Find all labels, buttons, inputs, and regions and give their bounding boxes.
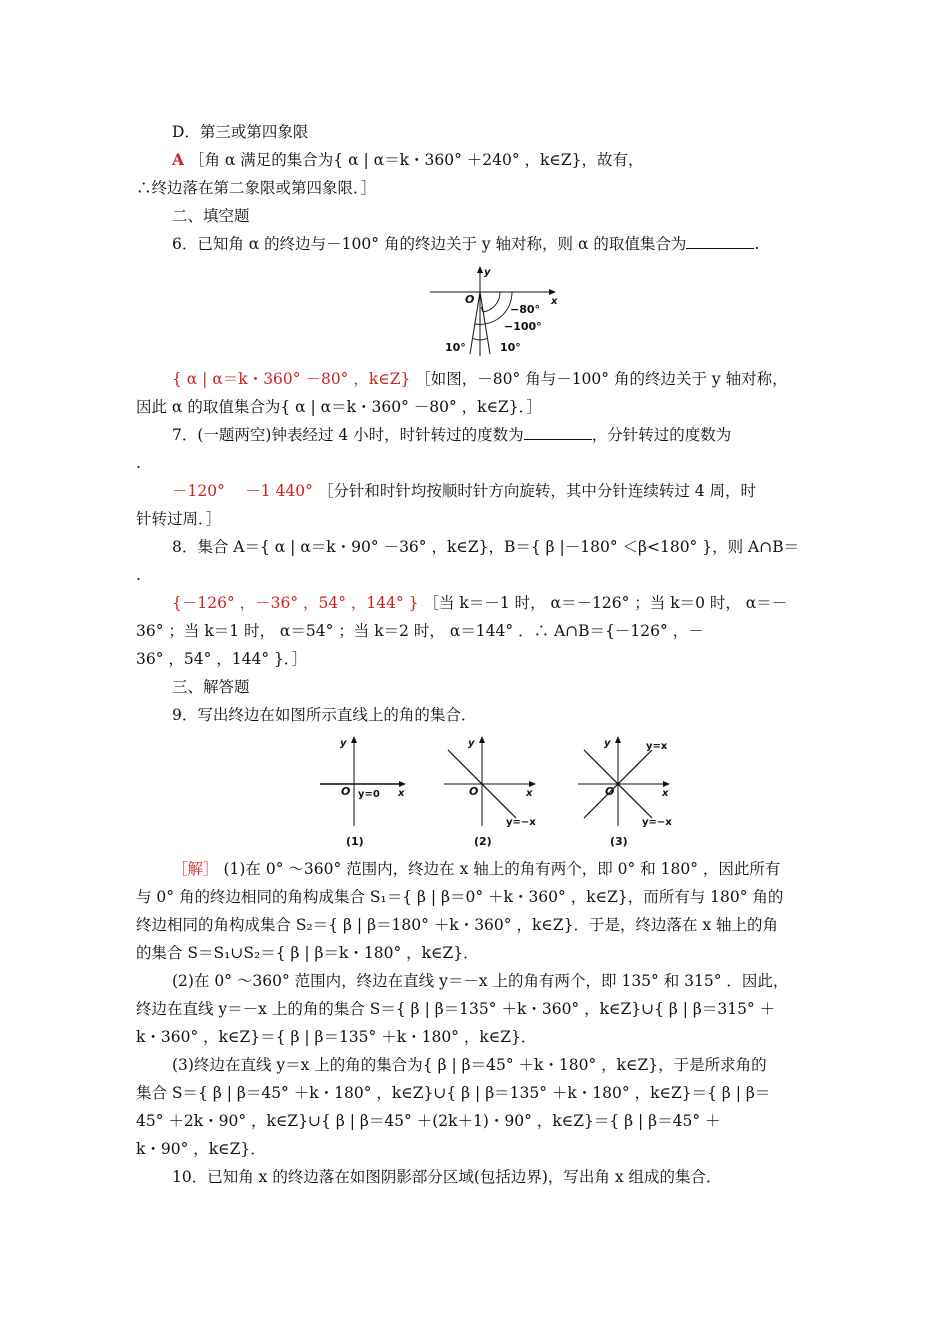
section-answer-heading: 三、解答题 bbox=[172, 678, 250, 696]
q9f3-equation-yx: y=x bbox=[646, 741, 668, 752]
q8-solution-line1 bbox=[172, 592, 852, 614]
q7-text-a: 7．(一题两空)钟表经过 4 小时，时针转过的度数为 bbox=[172, 426, 524, 444]
q9-solution-label: ［解］ bbox=[172, 860, 219, 878]
q7-text-b: ，分针转过的度数为 bbox=[591, 426, 732, 444]
q9f3-caption: (3) bbox=[610, 835, 628, 848]
q5-solution-line2: ∴终边落在第二象限或第四象限．］ bbox=[136, 179, 377, 197]
q6-solution-line2: 因此 α 的取值集合为{ α | α＝k・360° －80° ，k∈Z}．］ bbox=[136, 398, 542, 416]
q6-text: 6．已知角 α 的终边与－100° 角的终边关于 y 轴对称，则 α 的取值集合为 bbox=[172, 235, 687, 253]
section-fill-blank-heading: 二、填空题 bbox=[172, 207, 250, 225]
q9-solution-line10: 45° ＋2k・90° ，k∈Z}∪{ β | β＝45° ＋(2k＋1)・90° ，k∈Z}＝{ β | β＝45° ＋ bbox=[136, 1112, 721, 1130]
q9f2-y-arrow-icon bbox=[479, 736, 485, 743]
q9f3-y-label: y bbox=[604, 738, 611, 749]
q9-solution-line1 bbox=[172, 858, 852, 880]
q6-stem bbox=[172, 233, 852, 255]
q9f1-y-label: y bbox=[340, 738, 347, 749]
q6-solution-line1 bbox=[172, 368, 852, 390]
q6-y-arrow-icon bbox=[477, 266, 483, 273]
q7-stem bbox=[172, 424, 852, 446]
q9f2-equation: y=−x bbox=[506, 817, 536, 828]
q8-solution-line2: 36° ；当 k＝1 时， α＝54° ；当 k＝2 时， α＝144° ．∴ A∩B＝{－126° ，－ bbox=[136, 622, 704, 640]
q9-solution-line8: (3)终边在直线 y＝x 上的角的集合为{ β | β＝45° ＋k・180° ，k∈Z}，于是所求角的 bbox=[172, 1056, 767, 1074]
q9-solution-line2: 与 0° 角的终边相同的角构成集合 S₁＝{ β | β＝0° ＋k・360° ，k∈Z}，而所有与 180° 角的 bbox=[136, 888, 784, 906]
q6-origin-label: O bbox=[465, 293, 475, 306]
q6-figure bbox=[428, 262, 560, 358]
q8-solution-line3: 36° ，54° ，144° }．］ bbox=[136, 650, 308, 668]
q9-figure-3 bbox=[576, 732, 676, 850]
q9f3-x-label: x bbox=[662, 788, 669, 799]
q7-solution-line2: 针转过周．］ bbox=[136, 510, 222, 528]
q9f2-x-label: x bbox=[526, 788, 533, 799]
q6-explanation: ［如图，－80° 角与－100° 角的终边关于 y 轴对称， bbox=[415, 370, 788, 388]
q7-solution-line1 bbox=[172, 480, 852, 502]
q9-solution-line9: 集合 S＝{ β | β＝45° ＋k・180° ，k∈Z}∪{ β | β＝135° ＋k・180° ，k∈Z}＝{ β | β＝ bbox=[136, 1084, 771, 1102]
q9f3-x-arrow-icon bbox=[663, 781, 670, 787]
q9-solution-line3: 终边相同的角构成集合 S₂＝{ β | β＝180° ＋k・360° ，k∈Z}．于是，终边落在 x 轴上的角 bbox=[136, 916, 779, 934]
q6-period: . bbox=[754, 235, 760, 253]
q9-solution-line6: 终边在直线 y＝－x 上的角的集合 S＝{ β | β＝135° ＋k・360° ，k∈Z}∪{ β | β＝315° ＋ bbox=[136, 1000, 776, 1018]
q8-explanation: ［当 k＝－1 时， α＝－126° ；当 k＝0 时， α＝－ bbox=[423, 594, 788, 612]
q9-solution-line4: 的集合 S＝S₁∪S₂＝{ β | β＝k・180° ，k∈Z}． bbox=[136, 944, 479, 962]
q8-stem: 8．集合 A＝{ α | α＝k・90° －36° ，k∈Z}，B＝{ β |－180° ＜β<180° }，则 A∩B＝ bbox=[172, 538, 800, 556]
q9f2-origin-label: O bbox=[469, 785, 479, 798]
q7-explanation: ［分针和时针均按顺时针方向旋转，其中分针连续转过 4 周，时 bbox=[317, 482, 757, 500]
q9-solution-line5: (2)在 0° ～360° 范围内，终边在直线 y＝－x 上的角有两个，即 135° 和 315° ．因此， bbox=[172, 972, 789, 990]
q9f1-x-label: x bbox=[398, 788, 405, 799]
q9-stem: 9．写出终边在如图所示直线上的角的集合． bbox=[172, 706, 477, 724]
q9-solution-line7: k・360° ，k∈Z}＝{ β | β＝135° ＋k・180° ，k∈Z}． bbox=[136, 1028, 537, 1046]
q9f1-equation: y=0 bbox=[358, 789, 380, 800]
q9-solution-part1: (1)在 0° ～360° 范围内，终边在 x 轴上的角有两个，即 0° 和 180° ，因此所有 bbox=[223, 860, 781, 878]
q8-answer: {－126° ，－36° ，54° ，144° } bbox=[172, 594, 419, 612]
q7-blank-1 bbox=[524, 424, 592, 440]
q9f1-origin-label: O bbox=[341, 785, 351, 798]
q5-solution-line1 bbox=[172, 149, 852, 171]
q7-stem-end: . bbox=[136, 454, 141, 472]
q10-stem: 10．已知角 x 的终边落在如图阴影部分区域(包括边界)，写出角 x 组成的集合． bbox=[172, 1168, 722, 1186]
q9-solution-line11: k・90° ，k∈Z}． bbox=[136, 1140, 266, 1158]
q8-stem-end: . bbox=[136, 566, 141, 584]
q9f3-origin-label: O bbox=[605, 785, 615, 798]
q5-answer: A bbox=[172, 150, 185, 169]
q9f1-x-arrow-icon bbox=[399, 781, 406, 787]
q9-figure-2 bbox=[442, 732, 542, 850]
q9f2-caption: (2) bbox=[474, 835, 492, 848]
q5-explanation: ［角 α 满足的集合为{ α | α＝k・360° ＋240° ，k∈Z}，故有， bbox=[188, 151, 644, 169]
q9f2-x-arrow-icon bbox=[529, 781, 536, 787]
q6-label-minus80: −80° bbox=[510, 303, 541, 316]
q6-label-minus100: −100° bbox=[504, 320, 542, 333]
q9f3-equation-y-neg-x: y=−x bbox=[642, 817, 672, 828]
q6-arc-minus80 bbox=[483, 292, 500, 312]
q9f2-y-label: y bbox=[468, 738, 475, 749]
q9f3-y-arrow-icon bbox=[615, 736, 621, 743]
q7-answer: －120° －1 440° bbox=[172, 482, 313, 500]
q6-x-arrow-icon bbox=[549, 289, 556, 295]
q6-answer: { α | α＝k・360° －80° ，k∈Z} bbox=[172, 370, 411, 388]
option-d: D．第三或第四象限 bbox=[172, 123, 309, 141]
q6-arc-right10 bbox=[480, 338, 488, 340]
q9-figure-1 bbox=[316, 732, 412, 850]
q6-label-left10: 10° bbox=[445, 341, 466, 354]
q6-label-right10: 10° bbox=[500, 341, 521, 354]
q6-answer-blank bbox=[686, 233, 754, 249]
q6-x-label: x bbox=[551, 296, 558, 307]
q9f1-caption: (1) bbox=[346, 835, 364, 848]
q6-arc-left10 bbox=[472, 338, 480, 340]
q6-y-label: y bbox=[484, 267, 491, 278]
q9f1-y-arrow-icon bbox=[351, 736, 357, 743]
